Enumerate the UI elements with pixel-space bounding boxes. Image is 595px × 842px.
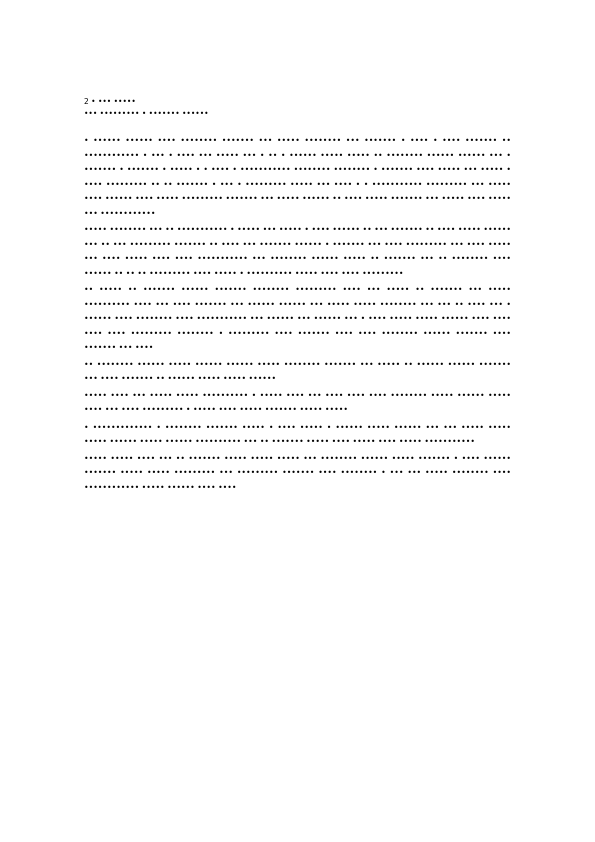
- body-paragraph-4: •• •••••••• •••••• ••••• •••••• •••••• ••••• •••••••• ••••••• ••• ••••• •• •••••• •••••• ••••••• ••• •••• ••••••• •• •••••• ••••• ••••• ••••••: [84, 359, 511, 383]
- body-paragraph-6: • ••••••••••••• • •••••••• ••••••• ••••• • •••• ••••• • •••••• ••••• •••••• ••• ••• ••••• ••••• ••••• •••••• ••••• •••••• •••••••••• ••• •• ••••••• ••••• •••• ••••• •••• ••••• •••••••••••: [84, 422, 511, 446]
- body-paragraph-2: ••••• •••••••• ••• •• ••••••••••• • ••••• ••• ••••• • •••• •••••• •• ••• ••••••• •• •••• ••••• •••••• ••• •• ••• ••••••••• ••••••• •• •••• ••• ••••••• •••••• • ••••••• ••• •••• ••••••••• ••• •••• ••••• ••• •••• ••••• •••• •••• ••••••••••• ••• •••••••• •••••• ••••• •• ••••••• ••• •• •••••••• •••• •••••• •• •• •• ••••••••• •••• ••••• • •••••••••• ••••• •••• •••• •••••••••: [84, 225, 511, 278]
- document-page: [84, 96, 511, 497]
- body-paragraph-3: •• ••••• •• ••••••• •••••• ••••••• •••••••• ••••••••• •••• ••• ••••• •• ••••••• ••• ••••• •••••••••• •••• ••• •••• ••••••• ••• •••••• •••••• ••• ••••• ••••• •••••••• ••• ••• •• •••• ••• • •••••• •••• •••••••• •••• ••••••••••• ••• •••••• ••• •••••• ••• • •••• ••••• ••••• •••••• •••• •••• •••• •••• ••••••••• •••••••• • ••••••••• •••• ••••••• •••• •••• •••••••• •••••• ••••••• •••• ••••••• ••• ••••: [84, 285, 511, 352]
- document-subtitle: ••• ••••••••• • ••••••• ••••••: [84, 109, 209, 118]
- body-paragraph-7: ••••• ••••• •••• ••• •• ••••••• ••••• ••••• ••••• ••• •••••••• •••••• ••••• ••••••• • •••• •••••• ••••••• ••••• ••••• ••••••••• ••• ••••••••• ••••••• •••• •••••••• • ••• ••• ••••• •••••••• •••• •••••••••••• ••••• •••••• •••• ••••: [84, 453, 511, 492]
- body-paragraph-1: • •••••• •••••• •••• •••••••• ••••••• ••• ••••• •••••••• ••• ••••••• • •••• • •••• ••••••• •• •••••••••••• • ••• • •••• ••• ••••• ••• • •• • •••••• ••••• ••••• •• •••••••• •••••• •••••• ••• • ••••••• • ••••••• • ••••• • • •••• • ••••••••••• •••••••• •••••••• • ••••••• •••• ••••• ••• ••••• • •••• ••••••••• •• •• ••••••• • ••• • ••••••••• ••••• ••• •••• • • ••••••••••• ••••••••• ••• ••••• •••• •••••• •••• ••••• ••••••••• ••••••• ••• ••••• •••••• •• •••• ••••• ••••••• ••• ••••• •••• ••••• ••• ••••••••••••: [84, 136, 511, 218]
- running-header: 2 • ••• •••••: [84, 97, 136, 106]
- body-paragraph-5: ••••• •••• ••• ••••• ••••• •••••••••• • ••••• •••• ••• •••• •••• •••• •••••••• ••••• •••••• ••••• •••• ••• •••• ••••••••• • ••••• •••• ••••• ••••••• ••••• •••••: [84, 390, 511, 414]
